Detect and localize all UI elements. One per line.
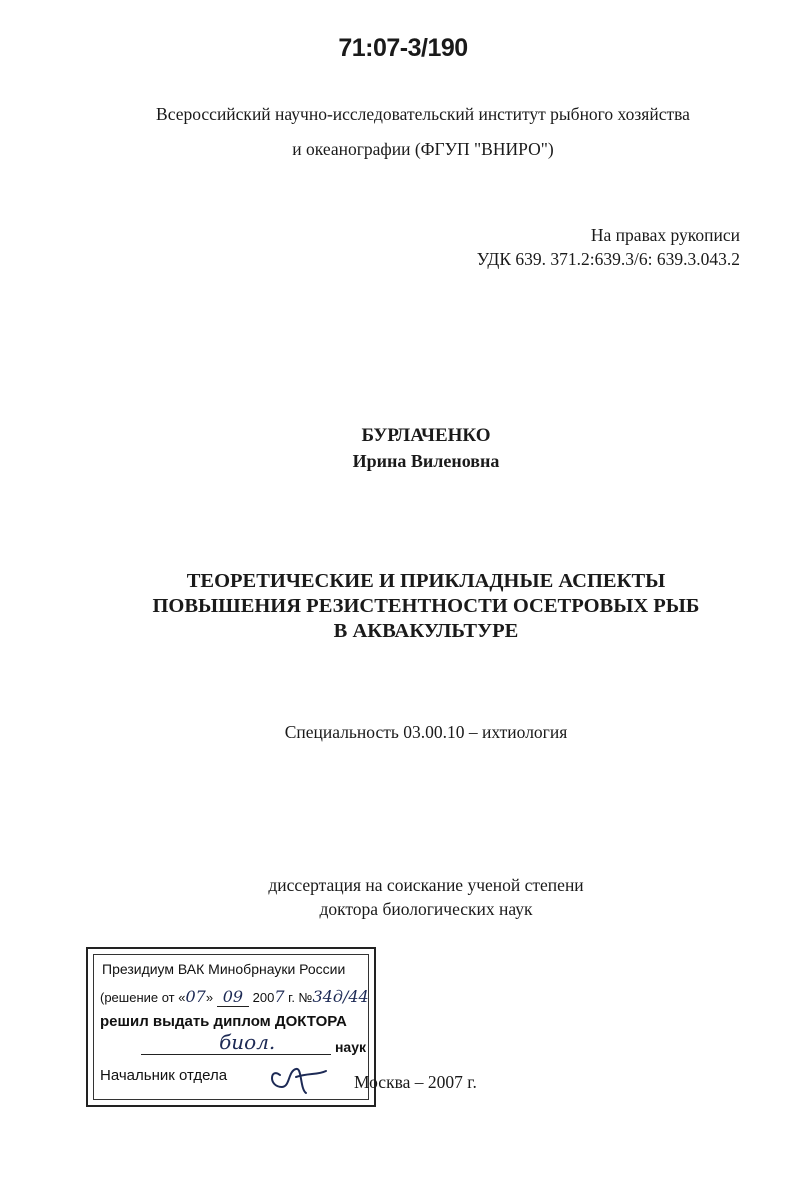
science-suffix: наук xyxy=(334,1039,366,1055)
decision-mid: » xyxy=(205,990,217,1005)
decision-number: 34д/44 xyxy=(312,987,369,1006)
decision-prefix: (решение от « xyxy=(100,990,186,1005)
author-given-names: Ирина Виленовна xyxy=(352,451,500,471)
field-underline xyxy=(141,1030,331,1055)
decision-year-prefix: 200 xyxy=(249,990,275,1005)
field-handwritten: биол. xyxy=(219,1030,276,1054)
decision-number-prefix: г. № xyxy=(284,990,313,1005)
stamp-line-presidium: Президиум ВАК Минобрнауки России xyxy=(102,961,346,977)
author-surname: БУРЛАЧЕНКО xyxy=(361,425,491,446)
stamp-line-award: решил выдать диплом ДОКТОРА xyxy=(100,1013,347,1030)
decision-month: 09 xyxy=(217,987,249,1007)
official-signature xyxy=(266,1057,336,1097)
rights-note: На правах рукописи xyxy=(590,225,740,245)
degree-statement xyxy=(0,873,796,921)
udk-code: УДК 639. 371.2:639.3/6: 639.3.043.2 xyxy=(476,249,740,269)
specialty: Специальность 03.00.10 – ихтиология xyxy=(284,722,568,742)
institution-line-2: и океанографии (ФГУП "ВНИРО") xyxy=(292,139,554,159)
title-line: В АКВАКУЛЬТУРЕ xyxy=(333,620,519,642)
institution-line-1: Всероссийский научно-исследовательский институт рыбного хозяйства xyxy=(156,104,690,124)
stamp-decision-line xyxy=(100,987,369,1006)
archive-code: 71:07-3/190 xyxy=(338,34,468,62)
title-line: ПОВЫШЕНИЯ РЕЗИСТЕНТНОСТИ ОСЕТРОВЫХ РЫБ xyxy=(152,595,700,617)
place-year: Москва – 2007 г. xyxy=(354,1072,477,1092)
title-line: ТЕОРЕТИЧЕСКИЕ И ПРИКЛАДНЫЕ АСПЕКТЫ xyxy=(186,570,666,592)
decision-day: 07 xyxy=(185,987,206,1006)
dissertation-title xyxy=(0,569,796,644)
stamp-science-line xyxy=(141,1030,366,1055)
decision-year-digit: 7 xyxy=(274,987,285,1006)
degree-line-1: диссертация на соискание ученой степени xyxy=(268,875,584,895)
degree-line-2: доктора биологических наук xyxy=(319,899,533,919)
stamp-head-label: Начальник отдела xyxy=(100,1067,228,1084)
vak-stamp xyxy=(86,947,376,1107)
